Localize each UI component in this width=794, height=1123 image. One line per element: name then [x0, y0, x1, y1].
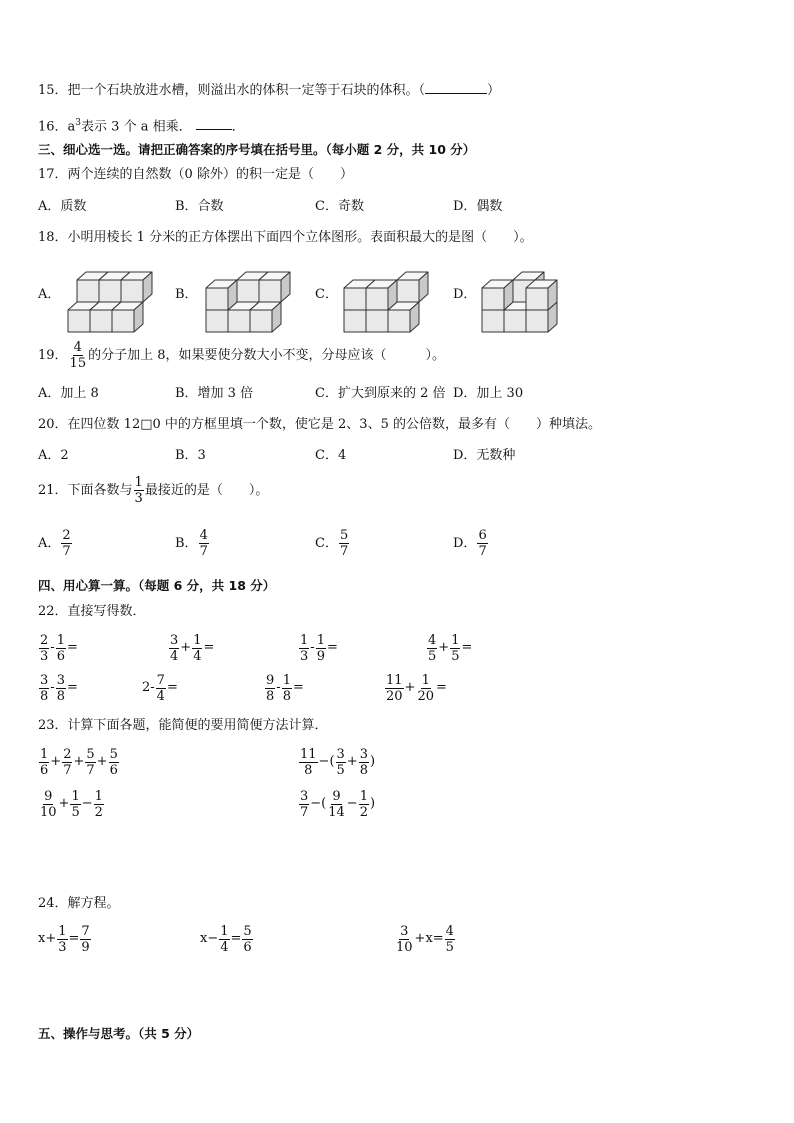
question-17-stem: 17．两个连续的自然数（0 除外）的积一定是（ ） [38, 167, 353, 182]
equation: x− $\frac{1}{4}$ = $\frac{5}{6}$ [200, 923, 252, 955]
question-22-stem: 22．直接写得数． [38, 604, 146, 619]
option-d: D．无数种 [453, 448, 516, 463]
figure-c [342, 262, 432, 334]
expression: $\frac{1}{6}$ + $\frac{2}{7}$ + $\frac{5}{7}$ + $\frac{5}{6}$ [40, 746, 118, 778]
question-15: 15．把一个石块放进水槽，则溢出水的体积一定等于石块的体积。（ ） [38, 83, 501, 98]
option-a-label: A． [38, 287, 61, 302]
option-c: C． $\frac{5}{7}$ [315, 528, 349, 559]
expression: $\frac{3}{7}$ −( $\frac{9}{14}$ − $\frac{1}{2}$ ) [300, 788, 376, 820]
question-21-stem: 21．下面各数与 $\frac{1}{3}$ 最接近的是（ ）。 [38, 475, 269, 506]
option-b: B．合数 [175, 199, 224, 214]
cube [259, 272, 290, 302]
question-20-stem: 20．在四位数 12□0 中的方框里填一个数，使它是 2、3、5 的公倍数，最多有（ ）种填法。 [38, 417, 601, 432]
fraction: $\frac{4}{15}$ [69, 340, 87, 371]
option-a: A．2 [38, 448, 69, 463]
question-23-stem: 23．计算下面各题，能简便的要用简便方法计算． [38, 718, 328, 733]
expression: $\frac{11}{8}$ −( $\frac{3}{5}$ + $\frac{3}{8}$ ) [300, 746, 376, 778]
option-b: B．增加 3 倍 [175, 386, 254, 401]
cube [121, 272, 152, 302]
option-c: C．扩大到原来的 2 倍 [315, 386, 446, 401]
option-a: A．质数 [38, 199, 87, 214]
cube [397, 272, 428, 302]
cube [206, 280, 237, 310]
option-b: B． $\frac{4}{7}$ [175, 528, 208, 559]
section-3-heading: 三、细心选一选。请把正确答案的序号填在括号里。（每小题 2 分，共 10 分） [38, 142, 476, 157]
cube [526, 280, 557, 310]
figure-b [204, 262, 294, 334]
section-4-heading: 四、用心算一算。（每题 6 分，共 18 分） [38, 578, 276, 593]
answer-blank[interactable] [425, 93, 487, 94]
option-c: C．奇数 [315, 199, 364, 214]
expression: $\frac{3}{8}$ - $\frac{3}{8}$ = [40, 672, 78, 704]
option-d-label: D． [453, 287, 477, 302]
option-c-label: C． [315, 287, 338, 302]
figure-d [480, 262, 570, 334]
fraction: $\frac{1}{3}$ [134, 475, 143, 506]
option-b-label: B． [175, 287, 198, 302]
option-c: C．4 [315, 448, 347, 463]
question-19-stem: 19． $\frac{4}{15}$ 的分子加上 8，如果要使分数大小不变，分母应该（ ）。 [38, 340, 445, 371]
equation: $\frac{3}{10}$ +x= $\frac{4}{5}$ [396, 923, 454, 955]
expression: $\frac{2}{3}$ - $\frac{1}{6}$ = [40, 632, 78, 664]
equation: x+ $\frac{1}{3}$ = $\frac{7}{9}$ [38, 923, 90, 955]
section-5-heading: 五、操作与思考。（共 5 分） [38, 1026, 200, 1041]
cube [112, 302, 143, 332]
option-d: D． $\frac{6}{7}$ [453, 528, 487, 559]
expression: $\frac{4}{5}$ + $\frac{1}{5}$ = [428, 632, 473, 664]
question-16: 16．$a^3$表示 3 个 a 相乘． ． [38, 118, 245, 135]
expression: $\frac{9}{10}$ + $\frac{1}{5}$ − $\frac{1}{2}$ [40, 788, 103, 820]
expression: $\frac{3}{4}$ + $\frac{1}{4}$ = [170, 632, 215, 664]
cube [366, 280, 397, 310]
question-18-stem: 18．小明用棱长 1 分米的正方体摆出下面四个立体图形。表面积最大的是图（ ）。 [38, 230, 533, 245]
cube [482, 280, 513, 310]
option-a: A．加上 8 [38, 386, 99, 401]
figure-a [66, 262, 156, 334]
answer-blank[interactable] [196, 129, 232, 130]
option-a: A． $\frac{2}{7}$ [38, 528, 71, 559]
cube [250, 302, 281, 332]
option-d: D．偶数 [453, 199, 503, 214]
option-b: B．3 [175, 448, 206, 463]
expression: $\frac{1}{3}$ - $\frac{1}{9}$ = [300, 632, 338, 664]
expression: $\frac{11}{20}$ + $\frac{1}{20}$ = [386, 672, 447, 704]
expression: 2- $\frac{7}{4}$ = [142, 672, 178, 704]
option-d: D．加上 30 [453, 386, 524, 401]
question-24-stem: 24．解方程。 [38, 896, 120, 911]
expression: $\frac{9}{8}$ - $\frac{1}{8}$ = [266, 672, 304, 704]
